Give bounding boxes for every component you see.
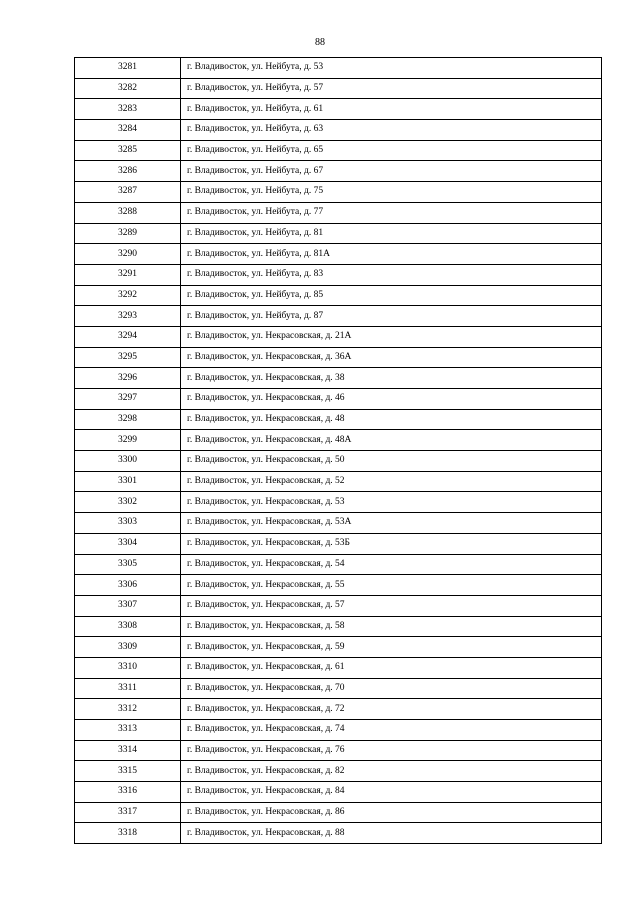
- table-row: [75, 430, 602, 451]
- table-row: [75, 699, 602, 720]
- row-number-cell: 3314: [75, 740, 181, 761]
- table-row: [75, 285, 602, 306]
- table-row: [75, 533, 602, 554]
- table-row: [75, 244, 602, 265]
- address-cell: г. Владивосток, ул. Некрасовская, д. 76: [181, 740, 602, 761]
- row-number-cell: 3313: [75, 720, 181, 741]
- address-cell: г. Владивосток, ул. Нейбута, д. 81А: [181, 244, 602, 265]
- row-number-cell: 3312: [75, 699, 181, 720]
- row-number-cell: 3293: [75, 306, 181, 327]
- row-number-cell: 3282: [75, 78, 181, 99]
- row-number-cell: 3307: [75, 595, 181, 616]
- table-row: [75, 120, 602, 141]
- table-row: [75, 306, 602, 327]
- table-row: [75, 575, 602, 596]
- row-number-cell: 3291: [75, 264, 181, 285]
- address-cell: г. Владивосток, ул. Некрасовская, д. 48: [181, 409, 602, 430]
- row-number-cell: 3295: [75, 347, 181, 368]
- row-number-cell: 3298: [75, 409, 181, 430]
- table-row: [75, 58, 602, 79]
- page-number: 88: [315, 37, 325, 48]
- table-row: [75, 740, 602, 761]
- table-row: [75, 595, 602, 616]
- row-number-cell: 3306: [75, 575, 181, 596]
- table-row: [75, 409, 602, 430]
- row-number-cell: 3310: [75, 657, 181, 678]
- address-cell: г. Владивосток, ул. Нейбута, д. 63: [181, 120, 602, 141]
- row-number-cell: 3316: [75, 782, 181, 803]
- row-number-cell: 3286: [75, 161, 181, 182]
- table-row: [75, 389, 602, 410]
- row-number-cell: 3285: [75, 140, 181, 161]
- table-row: [75, 513, 602, 534]
- row-number-cell: 3317: [75, 802, 181, 823]
- table-row: [75, 616, 602, 637]
- address-cell: г. Владивосток, ул. Некрасовская, д. 61: [181, 657, 602, 678]
- address-cell: г. Владивосток, ул. Некрасовская, д. 84: [181, 782, 602, 803]
- row-number-cell: 3299: [75, 430, 181, 451]
- row-number-cell: 3308: [75, 616, 181, 637]
- table-row: [75, 802, 602, 823]
- address-cell: г. Владивосток, ул. Нейбута, д. 81: [181, 223, 602, 244]
- address-cell: г. Владивосток, ул. Нейбута, д. 75: [181, 182, 602, 203]
- address-cell: г. Владивосток, ул. Некрасовская, д. 72: [181, 699, 602, 720]
- table-row: [75, 554, 602, 575]
- address-cell: г. Владивосток, ул. Некрасовская, д. 53: [181, 492, 602, 513]
- row-number-cell: 3294: [75, 326, 181, 347]
- address-cell: г. Владивосток, ул. Некрасовская, д. 53А: [181, 513, 602, 534]
- table-row: [75, 637, 602, 658]
- table-row: [75, 78, 602, 99]
- address-cell: г. Владивосток, ул. Некрасовская, д. 82: [181, 761, 602, 782]
- row-number-cell: 3305: [75, 554, 181, 575]
- row-number-cell: 3296: [75, 368, 181, 389]
- row-number-cell: 3303: [75, 513, 181, 534]
- table-row: [75, 182, 602, 203]
- address-table: [74, 57, 602, 844]
- row-number-cell: 3290: [75, 244, 181, 265]
- row-number-cell: 3289: [75, 223, 181, 244]
- address-cell: г. Владивосток, ул. Некрасовская, д. 55: [181, 575, 602, 596]
- table-row: [75, 223, 602, 244]
- row-number-cell: 3318: [75, 823, 181, 844]
- row-number-cell: 3297: [75, 389, 181, 410]
- address-cell: г. Владивосток, ул. Некрасовская, д. 54: [181, 554, 602, 575]
- address-cell: г. Владивосток, ул. Некрасовская, д. 21А: [181, 326, 602, 347]
- table-row: [75, 782, 602, 803]
- row-number-cell: 3311: [75, 678, 181, 699]
- table-row: [75, 161, 602, 182]
- row-number-cell: 3304: [75, 533, 181, 554]
- table-row: [75, 264, 602, 285]
- address-cell: г. Владивосток, ул. Нейбута, д. 87: [181, 306, 602, 327]
- table-row: [75, 347, 602, 368]
- address-cell: г. Владивосток, ул. Нейбута, д. 65: [181, 140, 602, 161]
- address-cell: г. Владивосток, ул. Нейбута, д. 53: [181, 58, 602, 79]
- address-cell: г. Владивосток, ул. Нейбута, д. 77: [181, 202, 602, 223]
- table-row: [75, 761, 602, 782]
- table-row: [75, 326, 602, 347]
- address-cell: г. Владивосток, ул. Некрасовская, д. 38: [181, 368, 602, 389]
- table-row: [75, 368, 602, 389]
- address-cell: г. Владивосток, ул. Нейбута, д. 67: [181, 161, 602, 182]
- table-row: [75, 99, 602, 120]
- address-cell: г. Владивосток, ул. Нейбута, д. 85: [181, 285, 602, 306]
- address-cell: г. Владивосток, ул. Некрасовская, д. 57: [181, 595, 602, 616]
- row-number-cell: 3292: [75, 285, 181, 306]
- table-row: [75, 140, 602, 161]
- table-row: [75, 202, 602, 223]
- address-cell: г. Владивосток, ул. Некрасовская, д. 36А: [181, 347, 602, 368]
- address-cell: г. Владивосток, ул. Некрасовская, д. 74: [181, 720, 602, 741]
- row-number-cell: 3283: [75, 99, 181, 120]
- row-number-cell: 3281: [75, 58, 181, 79]
- row-number-cell: 3315: [75, 761, 181, 782]
- address-cell: г. Владивосток, ул. Некрасовская, д. 86: [181, 802, 602, 823]
- table-row: [75, 492, 602, 513]
- row-number-cell: 3284: [75, 120, 181, 141]
- table-row: [75, 471, 602, 492]
- address-cell: г. Владивосток, ул. Нейбута, д. 83: [181, 264, 602, 285]
- address-cell: г. Владивосток, ул. Некрасовская, д. 58: [181, 616, 602, 637]
- table-row: [75, 823, 602, 844]
- address-cell: г. Владивосток, ул. Некрасовская, д. 70: [181, 678, 602, 699]
- row-number-cell: 3301: [75, 471, 181, 492]
- address-cell: г. Владивосток, ул. Некрасовская, д. 50: [181, 451, 602, 472]
- row-number-cell: 3309: [75, 637, 181, 658]
- address-cell: г. Владивосток, ул. Нейбута, д. 57: [181, 78, 602, 99]
- table-row: [75, 657, 602, 678]
- address-cell: г. Владивосток, ул. Нейбута, д. 61: [181, 99, 602, 120]
- table-row: [75, 720, 602, 741]
- row-number-cell: 3287: [75, 182, 181, 203]
- row-number-cell: 3302: [75, 492, 181, 513]
- address-cell: г. Владивосток, ул. Некрасовская, д. 88: [181, 823, 602, 844]
- address-cell: г. Владивосток, ул. Некрасовская, д. 53Б: [181, 533, 602, 554]
- address-table-body: [75, 58, 602, 844]
- row-number-cell: 3300: [75, 451, 181, 472]
- table-row: [75, 451, 602, 472]
- address-cell: г. Владивосток, ул. Некрасовская, д. 48А: [181, 430, 602, 451]
- row-number-cell: 3288: [75, 202, 181, 223]
- table-row: [75, 678, 602, 699]
- address-cell: г. Владивосток, ул. Некрасовская, д. 52: [181, 471, 602, 492]
- address-cell: г. Владивосток, ул. Некрасовская, д. 46: [181, 389, 602, 410]
- address-cell: г. Владивосток, ул. Некрасовская, д. 59: [181, 637, 602, 658]
